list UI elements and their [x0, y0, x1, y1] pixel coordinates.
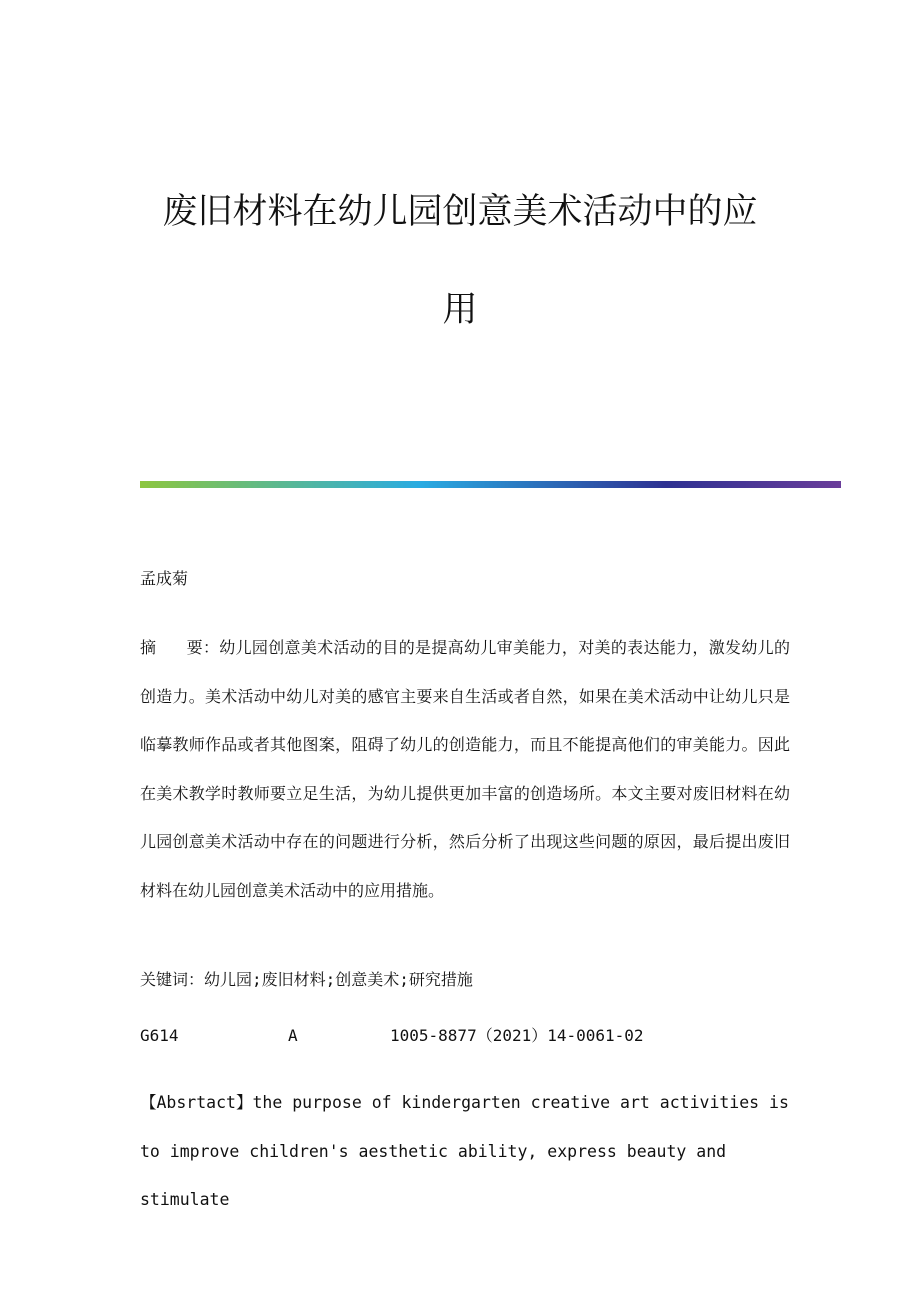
english-abstract-text: the purpose of kindergarten creative art activities is to improve children's aesthetic ability, express beauty and stimulate	[140, 1093, 789, 1209]
article-id: 1005-8877（2021）14-0061-02	[390, 1026, 644, 1045]
english-abstract	[140, 1079, 790, 1225]
gradient-divider	[140, 481, 841, 488]
abstract-label	[140, 638, 219, 657]
abstract-label-first: 摘	[140, 638, 157, 657]
paper-title-line1: 废旧材料在幼儿园创意美术活动中的应	[162, 192, 758, 232]
abstract-text: 幼儿园创意美术活动的目的是提高幼儿审美能力，对美的表达能力，激发幼儿的创造力。美术活动中幼儿对美的感官主要来自生活或者自然，如果在美术活动中让幼儿只是临摹教师作品或者其他图案，阻碍了幼儿的创造能力，而且不能提高他们的审美能力。因此在美术教学时教师要立足生活，为幼儿提供更加丰富的创造场所。本文主要对废旧材料在幼儿园创意美术活动中存在的问题进行分析，然后分析了出现这些问题的原因，最后提出废旧材料在幼儿园创意美术活动中的应用措施。	[140, 638, 790, 900]
english-abstract-label: 【Absrtact】	[140, 1093, 253, 1112]
document-code: A	[288, 1026, 298, 1045]
abstract-paragraph	[140, 624, 790, 915]
keywords-text: 幼儿园;废旧材料;创意美术;研究措施	[204, 970, 473, 989]
keywords-label: 关键词：	[140, 970, 205, 989]
clc-number: G614	[140, 1026, 179, 1045]
author-name: 孟成菊	[140, 569, 189, 588]
paper-title	[140, 182, 780, 340]
keywords-line	[140, 968, 790, 992]
paper-title-line2: 用	[442, 290, 478, 330]
abstract-label-second: 要：	[186, 638, 220, 657]
